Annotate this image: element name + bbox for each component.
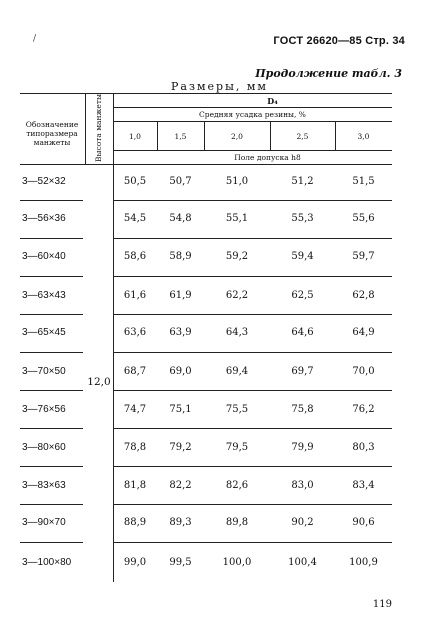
continuation-caption: Продолжение табл. 3 xyxy=(255,67,402,80)
shrinkage-value: 1,5 xyxy=(174,132,187,141)
table-cell: 50,7 xyxy=(169,176,192,187)
shrinkage-value: 1,0 xyxy=(129,132,141,141)
row-designation: 3—52×32 xyxy=(22,176,66,187)
row-designation: 3—83×63 xyxy=(22,480,66,491)
table-cell: 75,5 xyxy=(225,404,249,415)
table-cell: 89,3 xyxy=(169,517,192,528)
table-cell: 63,6 xyxy=(123,327,147,338)
table-cell: 59,4 xyxy=(291,251,314,262)
row-designation: 3—100×80 xyxy=(22,557,72,568)
row-rule xyxy=(113,200,392,201)
table-cell: 79,2 xyxy=(169,442,192,453)
table-cell: 54,5 xyxy=(123,213,147,224)
table-cell: 64,3 xyxy=(225,327,249,338)
table-cell: 59,2 xyxy=(225,251,249,262)
table-cell: 83,4 xyxy=(352,480,375,491)
table-cell: 69,4 xyxy=(225,366,249,377)
row-rule xyxy=(113,390,392,391)
row-rule xyxy=(113,466,392,467)
row-rule xyxy=(113,504,392,505)
height-value: 12,0 xyxy=(87,376,111,388)
table-cell: 55,1 xyxy=(225,213,249,224)
row-rule xyxy=(20,314,83,315)
shrinkage-rule xyxy=(113,121,392,122)
designation-divider xyxy=(85,93,86,164)
row-rule xyxy=(20,238,83,239)
row-designation: 3—60×40 xyxy=(22,251,66,262)
row-rule xyxy=(113,314,392,315)
table-cell: 70,0 xyxy=(352,366,375,377)
d4-header: D₄ xyxy=(267,96,278,106)
row-designation: 3—90×70 xyxy=(22,517,66,528)
table-cell: 100,0 xyxy=(222,557,252,568)
row-rule xyxy=(113,238,392,239)
col-designation-header: Обозначение типоразмера манжеты xyxy=(25,120,79,147)
table-cell: 58,6 xyxy=(123,251,147,262)
row-rule xyxy=(20,200,83,201)
table-cell: 54,8 xyxy=(169,213,192,224)
table-cell: 64,6 xyxy=(291,327,314,338)
table-cell: 63,9 xyxy=(169,327,192,338)
table-cell: 64,9 xyxy=(352,327,375,338)
table-cell: 75,1 xyxy=(169,404,192,415)
table-cell: 51,0 xyxy=(225,176,249,187)
table-cell: 81,8 xyxy=(123,480,147,491)
shrinkage-header: Средняя усадка резины, % xyxy=(199,110,306,119)
row-rule xyxy=(20,504,83,505)
table-cell: 55,3 xyxy=(291,213,314,224)
shrinkage-value: 2,5 xyxy=(296,132,309,141)
shrinkage-value: 2,0 xyxy=(231,132,243,141)
table-cell: 100,9 xyxy=(349,557,378,568)
table-cell: 68,7 xyxy=(123,366,147,377)
scan-mark: / xyxy=(33,34,37,44)
row-designation: 3—63×43 xyxy=(22,290,66,301)
row-designation: 3—70×50 xyxy=(22,366,66,377)
table-cell: 82,2 xyxy=(169,480,192,491)
values-rule xyxy=(113,150,392,151)
row-designation: 3—56×36 xyxy=(22,213,66,224)
table-cell: 76,2 xyxy=(352,404,375,415)
row-rule xyxy=(113,542,392,543)
row-designation: 3—76×56 xyxy=(22,404,66,415)
table-cell: 59,7 xyxy=(352,251,375,262)
table-cell: 62,8 xyxy=(352,290,375,301)
table-cell: 100,4 xyxy=(288,557,317,568)
table-cell: 83,0 xyxy=(291,480,314,491)
table-cell: 50,5 xyxy=(123,176,147,187)
table-cell: 88,9 xyxy=(123,517,147,528)
table-cell: 51,5 xyxy=(352,176,375,187)
col-height-header: Высота манжеты xyxy=(94,94,103,162)
row-designation: 3—80×60 xyxy=(22,442,66,453)
header-bottom-rule xyxy=(20,164,392,165)
row-rule xyxy=(113,352,392,353)
table-cell: 61,6 xyxy=(123,290,147,301)
row-designation: 3—65×45 xyxy=(22,327,66,338)
tolerance-header: Поле допуска h8 xyxy=(234,153,301,162)
d4-rule xyxy=(113,107,392,108)
table-cell: 62,5 xyxy=(291,290,314,301)
table-cell: 99,5 xyxy=(169,557,192,568)
standard-header: ГОСТ 26620—85 Стр. 34 xyxy=(273,35,405,47)
row-rule xyxy=(20,390,83,391)
shrinkage-value: 3,0 xyxy=(357,132,370,141)
table-cell: 78,8 xyxy=(123,442,147,453)
table-cell: 90,2 xyxy=(291,517,314,528)
table-cell: 69,7 xyxy=(291,366,314,377)
sizes-caption: Размеры, мм xyxy=(171,80,268,93)
table-cell: 79,9 xyxy=(291,442,314,453)
row-rule xyxy=(20,428,83,429)
table-cell: 80,3 xyxy=(352,442,375,453)
row-rule xyxy=(20,352,83,353)
page-number: 119 xyxy=(372,599,392,610)
table-cell: 99,0 xyxy=(123,557,147,568)
table-cell: 58,9 xyxy=(169,251,192,262)
table-cell: 69,0 xyxy=(169,366,192,377)
table-cell: 79,5 xyxy=(225,442,249,453)
table-cell: 89,8 xyxy=(225,517,249,528)
table-cell: 61,9 xyxy=(169,290,192,301)
row-rule xyxy=(113,276,392,277)
row-rule xyxy=(20,466,83,467)
table-top-rule xyxy=(20,93,392,94)
table-cell: 82,6 xyxy=(225,480,249,491)
table-cell: 74,7 xyxy=(123,404,147,415)
table-cell: 90,6 xyxy=(352,517,375,528)
row-rule xyxy=(20,542,83,543)
row-rule xyxy=(20,276,83,277)
table-cell: 75,8 xyxy=(291,404,314,415)
table-cell: 62,2 xyxy=(225,290,249,301)
table-cell: 55,6 xyxy=(352,213,375,224)
table-cell: 51,2 xyxy=(291,176,314,187)
row-rule xyxy=(113,428,392,429)
